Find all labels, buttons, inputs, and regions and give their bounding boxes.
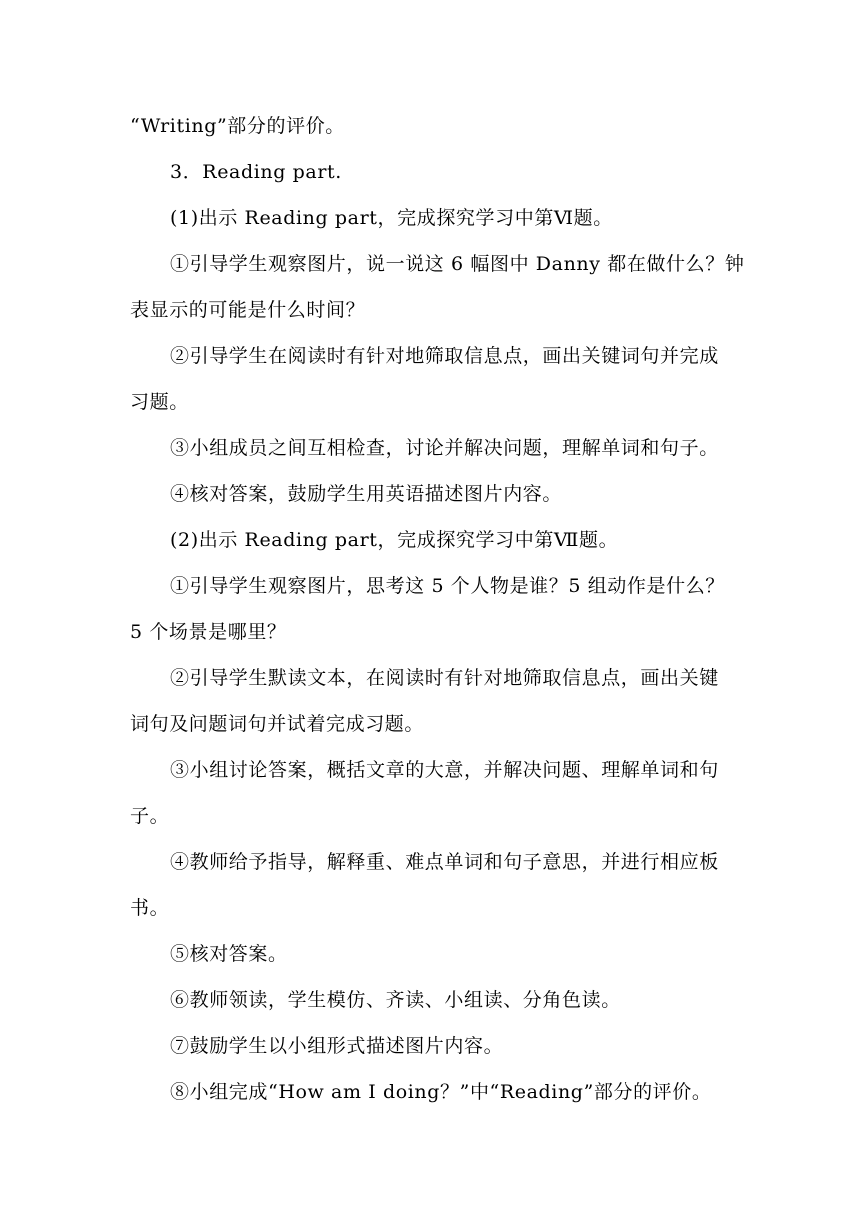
paragraph-line: 词句及问题词句并试着完成习题。 — [130, 713, 425, 735]
paragraph-line: “Writing”部分的评价。 — [130, 115, 345, 137]
paragraph-line: 5 个场景是哪里？ — [130, 621, 287, 643]
paragraph-line: ③小组成员之间互相检查，讨论并解决问题，理解单词和句子。 — [170, 437, 719, 459]
paragraph-line: 书。 — [130, 897, 170, 919]
paragraph-line: ①引导学生观察图片，说一说这 6 幅图中 Danny 都在做什么？钟 — [170, 253, 745, 275]
paragraph-line: 习题。 — [130, 391, 189, 413]
paragraph-line: ⑤核对答案。 — [170, 943, 288, 965]
paragraph-line: 子。 — [130, 805, 170, 827]
paragraph-line: ⑧小组完成“How am I doing？”中“Reading”部分的评价。 — [170, 1081, 712, 1103]
paragraph-line: ②引导学生在阅读时有针对地筛取信息点，画出关键词句并完成 — [170, 345, 719, 367]
paragraph-line: ⑥教师领读，学生模仿、齐读、小组读、分角色读。 — [170, 989, 621, 1011]
paragraph-line: ⑦鼓励学生以小组形式描述图片内容。 — [170, 1035, 504, 1057]
paragraph-line: ③小组讨论答案，概括文章的大意，并解决问题、理解单词和句 — [170, 759, 719, 781]
paragraph-line: ②引导学生默读文本，在阅读时有针对地筛取信息点，画出关键 — [170, 667, 719, 689]
paragraph-line: ④教师给予指导，解释重、难点单词和句子意思，并进行相应板 — [170, 851, 719, 873]
paragraph-line: (1)出示 Reading part，完成探究学习中第Ⅵ题。 — [170, 207, 613, 229]
paragraph-line: ④核对答案，鼓励学生用英语描述图片内容。 — [170, 483, 563, 505]
paragraph-line: (2)出示 Reading part，完成探究学习中第Ⅶ题。 — [170, 529, 619, 551]
section-heading: 3．Reading part. — [170, 161, 342, 183]
paragraph-line: 表显示的可能是什么时间？ — [130, 299, 366, 321]
paragraph-line: ①引导学生观察图片，思考这 5 个人物是谁？5 组动作是什么？ — [170, 575, 725, 597]
